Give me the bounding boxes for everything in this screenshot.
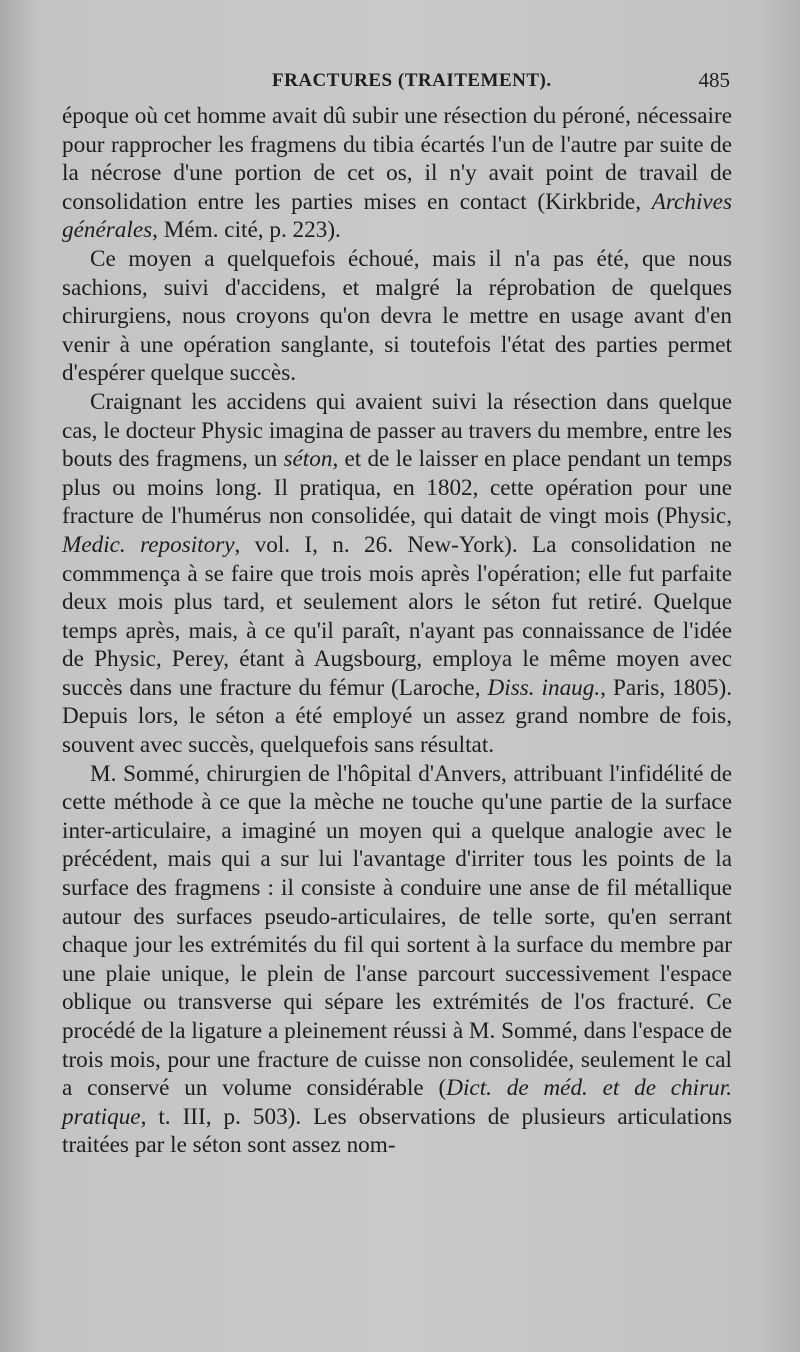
text-span: M. Sommé, chirurgien de l'hôpital d'Anvers, attribuant l'infidélité de cette méthode à ce que la mèche ne touche qu'une partie de la surface inter-articulaire, a imaginé un moyen qui a quelque analogie avec le précédent, mais qui a sur lui l'avantage d'irriter tous les points de la surface des fragmens : il consiste à conduire une anse de fil métallique autour des surfaces pseudo-articulaires, de telle sorte, qu'en serrant chaque jour les extrémités du fil qui sortent à la surface du membre par une plaie unique, le plein de l'anse parcourt successivement l'espace oblique ou transverse qui sépare les extrémités de l'os fracturé. Ce procédé de la ligature a pleinement réussi à M. Sommé, dans l'espace de trois mois, pour une fracture de cuisse non consolidée, seulement le cal a conservé un volume considérable ( <box>62 760 732 1102</box>
text-span: , Mém. cité, p. 223). <box>152 217 341 244</box>
page-number: 485 <box>698 68 730 92</box>
paragraph <box>62 388 732 760</box>
italic-citation: Diss. inaug. <box>487 674 601 701</box>
text-span: , et de le laisser en place pendant un temps plus ou moins long. Il pratiqua, en 1802, cette opération pour une fracture de l'humérus non consolidée, qui datait de vingt mois (Physic, <box>62 446 732 530</box>
italic-term: séton <box>283 446 333 473</box>
text-span: Ce moyen a quelquefois échoué, mais il n'a pas été, que nous sachions, suivi d'accidens, et malgré la réprobation de quelques chirurgiens, nous croyons qu'on devra le mettre en usage avant d'en venir à une opération sanglante, si toutefois l'état des parties permet d'espérer quelque succès. <box>62 245 732 387</box>
text-span: , Paris, 1805). Depuis lors, le séton a été employé un assez grand nombre de fois, souvent avec succès, quelquefois sans résultat. <box>62 674 732 759</box>
italic-citation: Archives générales <box>62 188 732 244</box>
paragraph <box>62 760 732 1160</box>
body-text <box>62 102 732 1160</box>
italic-citation: Dict. de méd. et de chirur. pratique <box>62 1075 732 1130</box>
running-title: FRACTURES (TRAITEMENT). <box>272 70 552 91</box>
text-span: Craignant les accidens qui avaient suivi la résection dans quelque cas, le docteur Physic imagina de passer au travers du membre, entre les bouts des fragmens, un <box>62 388 732 473</box>
text-span: , t. III, p. 503). Les observations de plusieurs articulations traitées par le séton sont assez nom- <box>62 1103 732 1159</box>
page-header <box>62 66 732 100</box>
paragraph <box>62 245 732 388</box>
italic-citation: Medic. repository <box>62 531 235 558</box>
text-span: , vol. I, n. 26. New-York). La consolidation ne commmença à se faire que trois mois après l'opération; elle fut parfaite deux mois plus tard, et seulement alors le séton fut retiré. Quelque temps après, mais, à ce qu'il paraît, n'ayant pas connaissance de l'idée de Physic, Perey, étant à Augsbourg, employa le même moyen avec succès dans une fracture du fémur (Laroche, <box>62 531 732 701</box>
text-span: époque où cet homme avait dû subir une résection du péroné, nécessaire pour rapprocher les fragmens du tibia écartés l'un de l'autre par suite de la nécrose d'une portion de cet os, il n'y avait point de travail de consolidation entre les parties mises en contact (Kirkbride, <box>62 103 732 215</box>
paragraph <box>62 102 732 245</box>
